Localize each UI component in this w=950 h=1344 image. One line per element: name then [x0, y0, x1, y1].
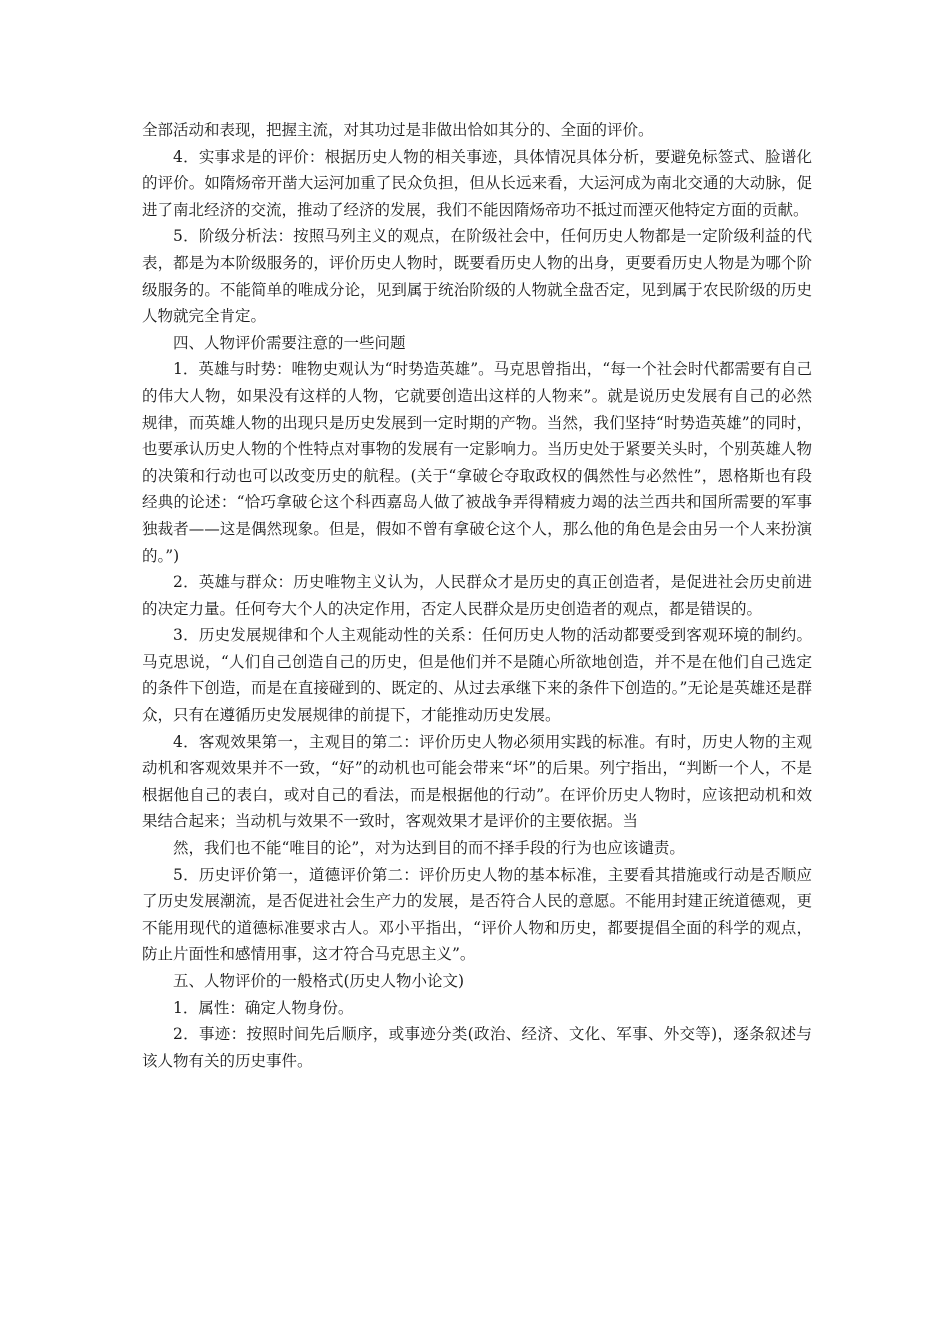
- paragraph-hero-and-times: 1．英雄与时势：唯物史观认为“时势造英雄”。马克思曾指出，“每一个社会时代都需要有自己的伟大人物，如果没有这样的人物，它就要创造出这样的人物来”。就是说历史发展有自己的必然规律，而英雄人物的出现只是历史发展到一定时期的产物。当然，我们坚持“时势造英雄”的同时，也要承认历史人物的个性特点对事物的发展有一定影响力。当历史处于紧要关头时，个别英雄人物的决策和行动也可以改变历史的航程。(关于“拿破仑夺取政权的偶然性与必然性”，恩格斯也有段经典的论述：“恰巧拿破仑这个科西嘉岛人做了被战争弄得精疲力竭的法兰西共和国所需要的军事独裁者——这是偶然现象。但是，假如不曾有拿破仑这个人，那么他的角色是会由另一个人来扮演的。”): [142, 360, 812, 565]
- paragraph-history-laws: 3．历史发展规律和个人主观能动性的关系：任何历史人物的活动都要受到客观环境的制约。马克思说，“人们自己创造自己的历史，但是他们并不是随心所欲地创造，并不是在他们自己选定的条件下创造，而是在直接碰到的、既定的、从过去承继下来的条件下创造的。”无论是英雄还是群众，只有在遵循历史发展规律的前提下，才能推动历史发展。: [142, 626, 812, 725]
- document-page: [142, 117, 812, 1074]
- paragraph-continuation: 全部活动和表现，把握主流，对其功过是非做出恰如其分的、全面的评价。: [142, 121, 654, 139]
- paragraph-point-5-class-analysis: 5．阶级分析法：按照马列主义的观点，在阶级社会中，任何历史人物都是一定阶级利益的代表，都是为本阶级服务的，评价历史人物时，既要看历史人物的出身，更要看历史人物是为哪个阶级服务的。不能简单的唯成分论，见到属于统治阶级的人物就全盘否定，见到属于农民阶级的历史人物就完全肯定。: [142, 227, 812, 326]
- section-heading-4: 四、人物评价需要注意的一些问题: [173, 333, 406, 352]
- paragraph-continuation-2: 然，我们也不能“唯目的论”，对为达到目的而不择手段的行为也应该谴责。: [173, 839, 685, 858]
- paragraph-deeds: 2．事迹：按照时间先后顺序，或事迹分类(政治、经济、文化、军事、外交等)，逐条叙述与该人物有关的历史事件。: [142, 1025, 812, 1070]
- paragraph-history-evaluation-first: 5．历史评价第一，道德评价第二：评价历史人物的基本标准，主要看其措施或行动是否顺应了历史发展潮流，是否促进社会生产力的发展，是否符合人民的意愿。不能用封建正统道德观，更不能用现代的道德标准要求古人。邓小平指出，“评价人物和历史，都要提倡全面的科学的观点，防止片面性和感情用事，这才符合马克思主义”。: [142, 865, 812, 964]
- paragraph-attribute: 1．属性：确定人物身份。: [173, 998, 354, 1017]
- section-heading-5: 五、人物评价的一般格式(历史人物小论文): [173, 972, 465, 990]
- paragraph-point-4-objective-evaluation: 4．实事求是的评价：根据历史人物的相关事迹，具体情况具体分析，要避免标签式、脸谱化的评价。如隋炀帝开凿大运河加重了民众负担，但从长远来看，大运河成为南北交通的大动脉，促进了南北经济的交流，推动了经济的发展，我们不能因隋炀帝功不抵过而湮灭他特定方面的贡献。: [142, 147, 812, 219]
- paragraph-objective-effect-first: 4．客观效果第一，主观目的第二：评价历史人物必须用实践的标准。有时，历史人物的主观动机和客观效果并不一致，“好”的动机也可能会带来“坏”的后果。列宁指出，“判断一个人，不是根据他自己的表白，或对自己的看法，而是根据他的行动”。在评价历史人物时，应该把动机和效果结合起来；当动机与效果不一致时，客观效果才是评价的主要依据。当: [142, 732, 812, 831]
- paragraph-hero-and-masses: 2．英雄与群众：历史唯物主义认为，人民群众才是历史的真正创造者，是促进社会历史前进的决定力量。任何夸大个人的决定作用，否定人民群众是历史创造者的观点，都是错误的。: [142, 573, 812, 618]
